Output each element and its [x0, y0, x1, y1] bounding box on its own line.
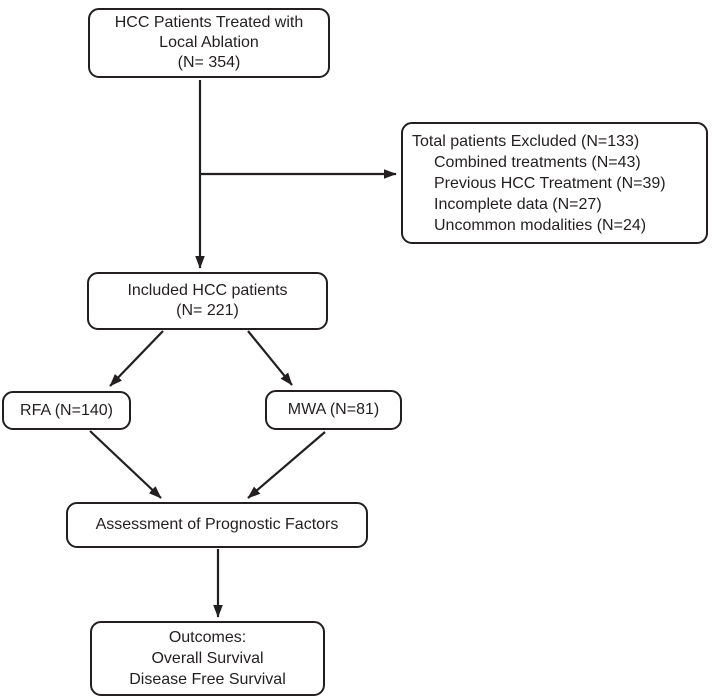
included-count: (N= 221) — [176, 302, 239, 319]
mwa-label: MWA (N=81) — [287, 401, 380, 418]
arrow-included-to-rfa — [110, 331, 163, 386]
rfa-box — [2, 391, 131, 430]
outcomes-line-3: Disease Free Survival — [129, 671, 286, 688]
included-box — [87, 272, 328, 330]
included-line-1: Included HCC patients — [127, 282, 288, 299]
assessment-box — [66, 502, 368, 548]
excluded-item-previous: Previous HCC Treatment (N=39) — [434, 174, 666, 192]
rfa-label: RFA (N=140) — [20, 401, 113, 419]
arrow-mwa-to-assessment — [248, 432, 325, 498]
outcomes-box — [90, 621, 325, 696]
excluded-box — [401, 122, 708, 244]
excluded-item-combined: Combined treatments (N=43) — [434, 153, 641, 171]
population-line-2: Local Ablation — [159, 34, 259, 51]
population-count: (N= 354) — [177, 54, 241, 71]
mwa-box — [265, 390, 402, 430]
excluded-title: Total patients Excluded (N=133) — [412, 132, 640, 150]
population-line-1: HCC Patients Treated with — [114, 14, 304, 31]
arrow-rfa-to-assessment — [90, 431, 161, 498]
outcomes-line-2: Overall Survival — [151, 650, 264, 667]
outcomes-line-1: Outcomes: — [168, 629, 247, 646]
excluded-item-incomplete: Incomplete data (N=27) — [434, 195, 602, 213]
arrow-included-to-mwa — [248, 331, 292, 385]
excluded-item-uncommon: Uncommon modalities (N=24) — [434, 216, 647, 234]
assessment-label: Assessment of Prognostic Factors — [95, 516, 339, 533]
population-box — [88, 8, 330, 78]
